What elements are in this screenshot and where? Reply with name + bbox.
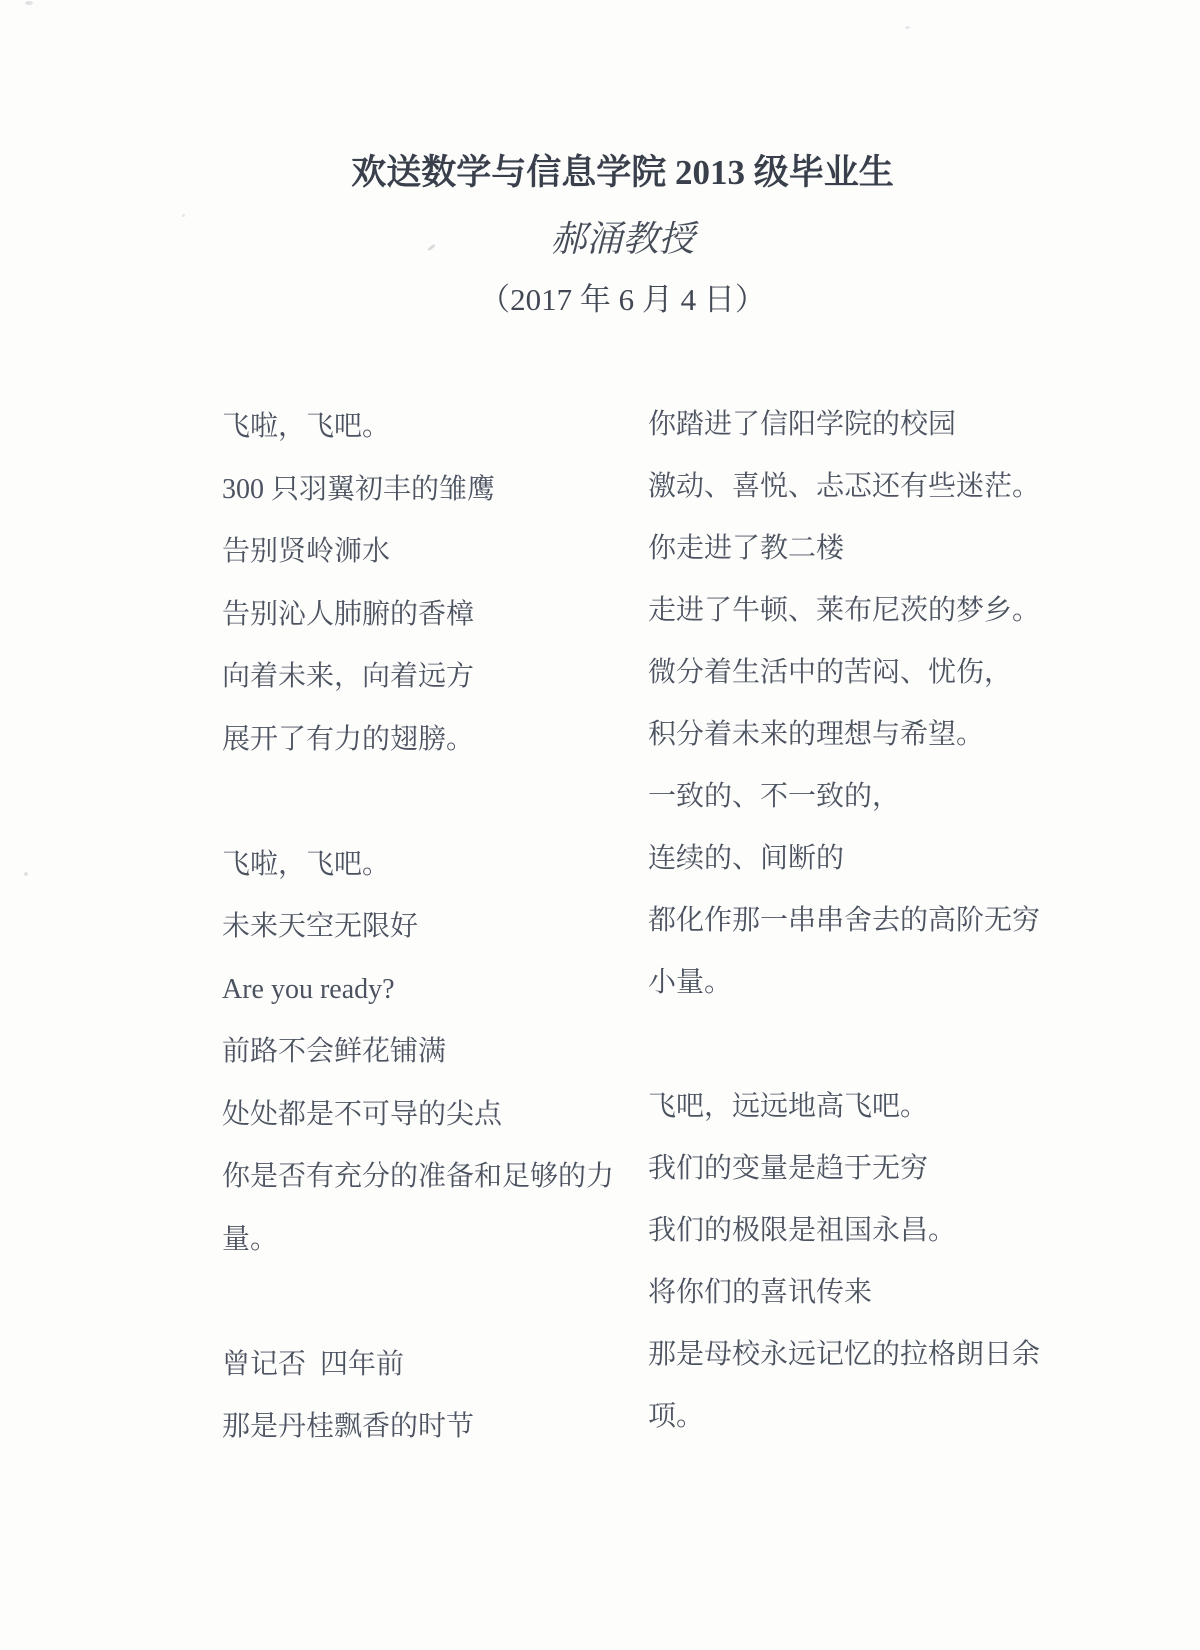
scan-speck xyxy=(24,872,28,876)
poem-line: 曾记否 四年前 xyxy=(222,1348,405,1380)
poem-line: 积分着未来的理想与希望。 xyxy=(648,719,985,750)
poem-line xyxy=(222,771,642,834)
poem-line: 小量。 xyxy=(648,967,733,998)
poem-line: 我们的极限是祖国永昌。 xyxy=(648,1215,957,1246)
date-line: （2017 年 6 月 4 日） xyxy=(479,282,766,317)
poem-line: 项。 xyxy=(648,1401,705,1432)
poem-line: 我们的变量是趋于无穷 xyxy=(648,1153,929,1184)
poem-line: 告别沁人肺腑的香樟 xyxy=(222,598,475,630)
poem-line: 将你们的喜讯传来 xyxy=(648,1277,873,1308)
poem-line: 那是丹桂飘香的时节 xyxy=(222,1411,475,1442)
poem-line: 你是否有充分的准备和足够的力 xyxy=(222,1161,615,1192)
poem-line: Are you ready? xyxy=(222,973,395,1005)
document-title: 欢送数学与信息学院 2013 级毕业生 xyxy=(351,153,894,192)
poem-line: 微分着生活中的苦闷、忧伤， xyxy=(648,657,1013,688)
poem-line: 飞啦，飞吧。 xyxy=(222,411,391,442)
poem-line: 处处都是不可导的尖点 xyxy=(222,1098,503,1130)
poem-line: 连续的、间断的 xyxy=(648,843,845,874)
poem-line: 走进了牛顿、莱布尼茨的梦乡。 xyxy=(648,595,1041,626)
poem-line: 一致的、不一致的， xyxy=(648,781,901,812)
poem-line: 量。 xyxy=(222,1223,279,1255)
poem-line: 向着未来，向着远方 xyxy=(222,661,475,692)
poem-line: 你走进了教二楼 xyxy=(648,533,845,564)
poem-line: 告别贤岭浉水 xyxy=(222,536,391,567)
poem-line: 未来天空无限好 xyxy=(222,911,419,942)
poem-column-right xyxy=(648,394,1078,1448)
poem-line: 飞吧，远远地高飞吧。 xyxy=(648,1091,929,1122)
scan-speck xyxy=(25,1,33,5)
scan-speck xyxy=(182,214,185,217)
poem-line xyxy=(222,1271,642,1334)
poem-column-left xyxy=(222,396,642,1459)
poem-line xyxy=(648,1014,1078,1076)
poem-line: 激动、喜悦、忐忑还有些迷茫。 xyxy=(648,471,1041,502)
author-line: 郝涌教授 xyxy=(550,219,695,259)
poem-line: 都化作那一串串舍去的高阶无穷 xyxy=(648,905,1041,936)
scan-speck xyxy=(905,26,910,29)
poem-line: 展开了有力的翅膀。 xyxy=(222,723,475,755)
poem-line: 你踏进了信阳学院的校园 xyxy=(648,409,957,440)
poem-line: 前路不会鲜花铺满 xyxy=(222,1036,447,1067)
poem-line: 飞啦，飞吧。 xyxy=(222,848,391,880)
poem-line: 那是母校永远记忆的拉格朗日余 xyxy=(648,1339,1041,1370)
poem-line: 300 只羽翼初丰的雏鹰 xyxy=(222,473,496,505)
